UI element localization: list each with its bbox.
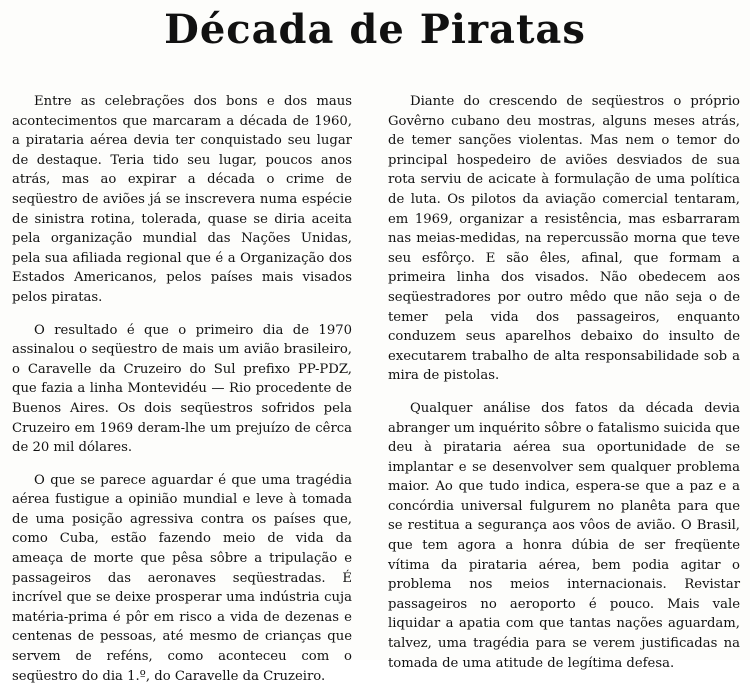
paragraph: Entre as celebrações dos bons e dos maus acontecimentos que marcaram a década de 1960, a pirataria aérea devia ter conquistado seu lugar de destaque. Teria tido seu lugar, poucos anos atrás, mas ao expirar a década o crime de seqüestro de aviões já se inscrevera numa espécie de sinistra rotina, tolerada, quase se diria aceita pela organização mundial das Nações Unidas, pela sua afiliada regional que é a Organização dos Estados Americanos, pelos países mais visados pelos piratas. — [12, 94, 352, 305]
paragraph: O resultado é que o primeiro dia de 1970 assinalou o seqüestro de mais um avião brasileiro, o Caravelle da Cruzeiro do Sul prefixo PP-PDZ, que fazia a linha Montevidéu — Rio procedente de Buenos Aires. Os dois seqüestros sofridos pela Cruzeiro em 1969 deram-lhe um prejuízo de cêrca de 20 mil dólares. — [12, 322, 352, 456]
paragraph: Diante do crescendo de seqüestros o próprio Govêrno cubano deu mostras, alguns meses atrás, de temer sanções violentas. Mas nem o temor do principal hospedeiro de aviões desviados de sua rota serviu de acicate à formulação de uma política de luta. Os pilotos da aviação comercial tentaram, em 1969, organizar a resistência, mas esbarraram nas meias-medidas, na repercussão morna que teve seu esfôrço. E são êles, afinal, que formam a primeira linha dos visados. Não obedecem aos seqüestradores por outro mêdo que não seja o de temer pela vida dos passageiros, enquanto conduzem seus aparelhos debaixo do insulto de executarem trabalho de alta responsabilidade sob a mira de pistolas. — [388, 94, 740, 384]
article-title: Década de Piratas — [164, 6, 586, 53]
right-column — [388, 92, 740, 673]
paragraph: O que se parece aguardar é que uma tragédia aérea fustigue a opinião mundial e leve à tomada de uma posição agressiva contra os países que, como Cuba, estão fazendo meio de vida da ameaça de morte que pêsa sôbre a tripulação e passageiros das aeronaves seqüestradas. É incrível que se deixe prosperar uma indústria cuja matéria-prima é pôr em risco a vida de dezenas e centenas de pessoas, até mesmo de crianças que servem de reféns, como aconteceu com o seqüestro do dia 1.º, do Caravelle da Cruzeiro. — [12, 472, 352, 684]
paragraph: Qualquer análise dos fatos da década devia abranger um inquérito sôbre o fatalismo suicida que deu à pirataria aérea sua oportunidade de se implantar e se desenvolver sem qualquer problema maior. Ao que tudo indica, espera-se que a paz e a concórdia universal fulgurem no planêta para que se restitua a segurança aos vôos de avião. O Brasil, que tem agora a honra dúbia de ser freqüente vítima da pirataria aérea, bem podia agitar o problema nos meios internacionais. Revistar passageiros no aeroporto é pouco. Mais vale liquidar a apatia com que tantas nações aguardam, talvez, uma tragédia para se verem justificadas na tomada de uma atitude de legítima defesa. — [388, 400, 740, 671]
left-column — [12, 92, 352, 686]
